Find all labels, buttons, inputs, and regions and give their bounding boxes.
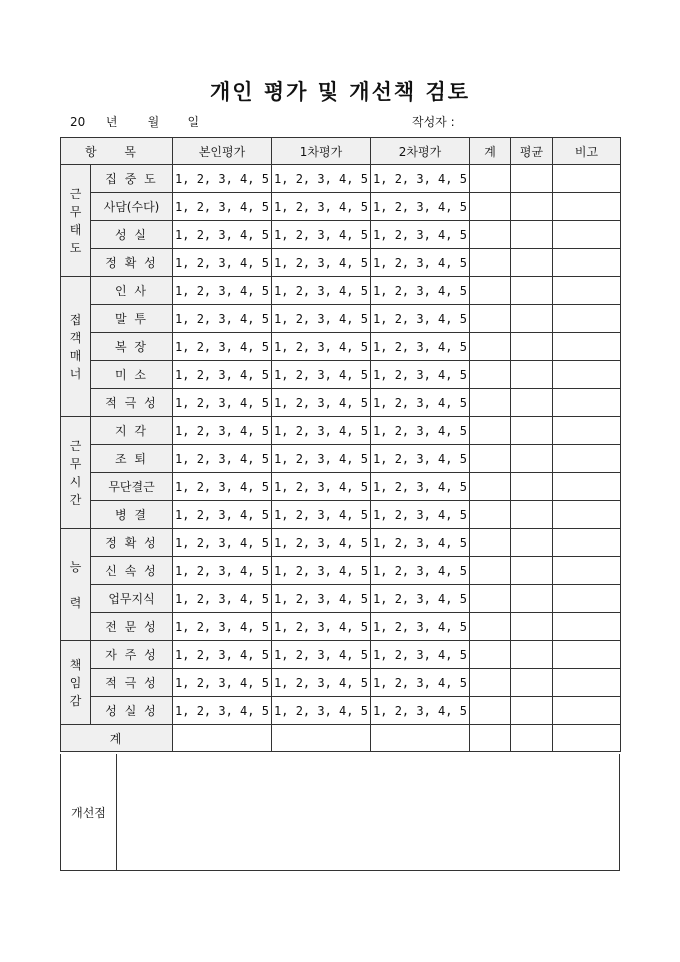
score-scale-first[interactable]: 1, 2, 3, 4, 5 — [272, 417, 371, 445]
table-row — [61, 249, 621, 277]
item-label: 무단결근 — [91, 473, 173, 501]
average-cell[interactable] — [511, 557, 553, 585]
evaluation-table — [60, 137, 621, 752]
score-scale-first[interactable]: 1, 2, 3, 4, 5 — [272, 585, 371, 613]
score-scale-first[interactable]: 1, 2, 3, 4, 5 — [272, 697, 371, 725]
note-cell[interactable] — [553, 501, 621, 529]
total-cell[interactable] — [470, 501, 511, 529]
improvement-box[interactable] — [60, 754, 620, 871]
table-row — [61, 697, 621, 725]
score-scale-second[interactable]: 1, 2, 3, 4, 5 — [371, 473, 470, 501]
total-value-cell[interactable] — [371, 725, 470, 752]
score-scale-first[interactable]: 1, 2, 3, 4, 5 — [272, 249, 371, 277]
average-cell[interactable] — [511, 389, 553, 417]
header-average: 평균 — [511, 138, 553, 165]
score-scale-self[interactable]: 1, 2, 3, 4, 5 — [173, 585, 272, 613]
average-cell[interactable] — [511, 193, 553, 221]
score-scale-self[interactable]: 1, 2, 3, 4, 5 — [173, 501, 272, 529]
table-row — [61, 333, 621, 361]
table-row — [61, 613, 621, 641]
note-cell[interactable] — [553, 473, 621, 501]
score-scale-second[interactable]: 1, 2, 3, 4, 5 — [371, 697, 470, 725]
score-scale-first[interactable]: 1, 2, 3, 4, 5 — [272, 557, 371, 585]
header-self-evaluation: 본인평가 — [173, 138, 272, 165]
average-cell[interactable] — [511, 613, 553, 641]
date-year: 20 — [70, 115, 86, 129]
score-scale-first[interactable]: 1, 2, 3, 4, 5 — [272, 473, 371, 501]
score-scale-first[interactable]: 1, 2, 3, 4, 5 — [272, 641, 371, 669]
score-scale-self[interactable]: 1, 2, 3, 4, 5 — [173, 193, 272, 221]
score-scale-second[interactable]: 1, 2, 3, 4, 5 — [371, 613, 470, 641]
total-cell[interactable] — [470, 333, 511, 361]
score-scale-second[interactable]: 1, 2, 3, 4, 5 — [371, 333, 470, 361]
score-scale-first[interactable]: 1, 2, 3, 4, 5 — [272, 221, 371, 249]
score-scale-second[interactable]: 1, 2, 3, 4, 5 — [371, 221, 470, 249]
note-cell[interactable] — [553, 305, 621, 333]
item-label: 말 투 — [91, 305, 173, 333]
score-scale-first[interactable]: 1, 2, 3, 4, 5 — [272, 193, 371, 221]
header-total: 계 — [470, 138, 511, 165]
date-month-unit: 월 — [147, 115, 160, 129]
total-label: 계 — [61, 725, 173, 752]
item-label: 자 주 성 — [91, 641, 173, 669]
item-label: 성 실 — [91, 221, 173, 249]
header-row — [61, 138, 621, 165]
score-scale-second[interactable]: 1, 2, 3, 4, 5 — [371, 193, 470, 221]
note-cell[interactable] — [553, 557, 621, 585]
table-row — [61, 529, 621, 557]
average-cell[interactable] — [511, 669, 553, 697]
total-cell[interactable] — [470, 697, 511, 725]
note-cell[interactable] — [553, 529, 621, 557]
note-cell[interactable] — [553, 193, 621, 221]
table-row — [61, 221, 621, 249]
score-scale-second[interactable]: 1, 2, 3, 4, 5 — [371, 417, 470, 445]
total-value-cell[interactable] — [173, 725, 272, 752]
average-cell[interactable] — [511, 473, 553, 501]
total-cell[interactable] — [470, 165, 511, 193]
item-label: 미 소 — [91, 361, 173, 389]
score-scale-self[interactable]: 1, 2, 3, 4, 5 — [173, 249, 272, 277]
note-cell[interactable] — [553, 221, 621, 249]
score-scale-first[interactable]: 1, 2, 3, 4, 5 — [272, 165, 371, 193]
score-scale-self[interactable]: 1, 2, 3, 4, 5 — [173, 389, 272, 417]
note-cell[interactable] — [553, 249, 621, 277]
category-label: 근 무 시 간 — [61, 417, 91, 529]
average-cell[interactable] — [511, 697, 553, 725]
average-cell[interactable] — [511, 417, 553, 445]
total-cell[interactable] — [470, 445, 511, 473]
item-label: 전 문 성 — [91, 613, 173, 641]
score-scale-first[interactable]: 1, 2, 3, 4, 5 — [272, 529, 371, 557]
total-value-cell[interactable] — [553, 725, 621, 752]
note-cell[interactable] — [553, 165, 621, 193]
score-scale-self[interactable]: 1, 2, 3, 4, 5 — [173, 165, 272, 193]
average-cell[interactable] — [511, 249, 553, 277]
score-scale-self[interactable]: 1, 2, 3, 4, 5 — [173, 221, 272, 249]
score-scale-second[interactable]: 1, 2, 3, 4, 5 — [371, 501, 470, 529]
score-scale-self[interactable]: 1, 2, 3, 4, 5 — [173, 697, 272, 725]
score-scale-second[interactable]: 1, 2, 3, 4, 5 — [371, 361, 470, 389]
date-day-unit: 일 — [187, 115, 200, 129]
item-label: 업무지식 — [91, 585, 173, 613]
document-title: 개인 평가 및 개선책 검토 — [209, 79, 471, 104]
note-cell[interactable] — [553, 361, 621, 389]
score-scale-second[interactable]: 1, 2, 3, 4, 5 — [371, 445, 470, 473]
writer-label: 작성자 : — [412, 115, 455, 129]
score-scale-self[interactable]: 1, 2, 3, 4, 5 — [173, 473, 272, 501]
header-second-evaluation: 2차평가 — [371, 138, 470, 165]
note-cell[interactable] — [553, 445, 621, 473]
average-cell[interactable] — [511, 361, 553, 389]
item-label: 신 속 성 — [91, 557, 173, 585]
score-scale-self[interactable]: 1, 2, 3, 4, 5 — [173, 361, 272, 389]
table-row — [61, 473, 621, 501]
total-cell[interactable] — [470, 221, 511, 249]
score-scale-second[interactable]: 1, 2, 3, 4, 5 — [371, 165, 470, 193]
table-row — [61, 445, 621, 473]
total-cell[interactable] — [470, 529, 511, 557]
score-scale-first[interactable]: 1, 2, 3, 4, 5 — [272, 333, 371, 361]
item-label: 성 실 성 — [91, 697, 173, 725]
note-cell[interactable] — [553, 669, 621, 697]
total-cell[interactable] — [470, 613, 511, 641]
average-cell[interactable] — [511, 221, 553, 249]
item-label: 병 결 — [91, 501, 173, 529]
total-value-cell[interactable] — [511, 725, 553, 752]
total-cell[interactable] — [470, 305, 511, 333]
total-cell[interactable] — [470, 417, 511, 445]
total-cell[interactable] — [470, 361, 511, 389]
score-scale-self[interactable]: 1, 2, 3, 4, 5 — [173, 613, 272, 641]
table-row — [61, 669, 621, 697]
category-label: 근 무 태 도 — [61, 165, 91, 277]
item-label: 조 퇴 — [91, 445, 173, 473]
average-cell[interactable] — [511, 333, 553, 361]
table-row — [61, 361, 621, 389]
total-cell[interactable] — [470, 277, 511, 305]
item-label: 적 극 성 — [91, 389, 173, 417]
score-scale-self[interactable]: 1, 2, 3, 4, 5 — [173, 445, 272, 473]
category-label: 능 력 — [61, 529, 91, 641]
average-cell[interactable] — [511, 277, 553, 305]
total-cell[interactable] — [470, 669, 511, 697]
note-cell[interactable] — [553, 417, 621, 445]
table-row — [61, 557, 621, 585]
score-scale-first[interactable]: 1, 2, 3, 4, 5 — [272, 389, 371, 417]
note-cell[interactable] — [553, 613, 621, 641]
score-scale-first[interactable]: 1, 2, 3, 4, 5 — [272, 305, 371, 333]
score-scale-self[interactable]: 1, 2, 3, 4, 5 — [173, 529, 272, 557]
item-label: 집 중 도 — [91, 165, 173, 193]
table-row — [61, 193, 621, 221]
total-cell[interactable] — [470, 389, 511, 417]
table-row — [61, 389, 621, 417]
score-scale-self[interactable]: 1, 2, 3, 4, 5 — [173, 557, 272, 585]
average-cell[interactable] — [511, 305, 553, 333]
note-cell[interactable] — [553, 333, 621, 361]
table-row — [61, 165, 621, 193]
table-row — [61, 277, 621, 305]
note-cell[interactable] — [553, 697, 621, 725]
item-label: 정 확 성 — [91, 249, 173, 277]
table-row — [61, 641, 621, 669]
note-cell[interactable] — [553, 389, 621, 417]
table-row — [61, 501, 621, 529]
item-label: 사담(수다) — [91, 193, 173, 221]
score-scale-second[interactable]: 1, 2, 3, 4, 5 — [371, 669, 470, 697]
header-note: 비고 — [553, 138, 621, 165]
score-scale-second[interactable]: 1, 2, 3, 4, 5 — [371, 641, 470, 669]
total-cell[interactable] — [470, 585, 511, 613]
score-scale-first[interactable]: 1, 2, 3, 4, 5 — [272, 277, 371, 305]
score-scale-second[interactable]: 1, 2, 3, 4, 5 — [371, 529, 470, 557]
score-scale-self[interactable]: 1, 2, 3, 4, 5 — [173, 333, 272, 361]
category-label: 책 임 감 — [61, 641, 91, 725]
note-cell[interactable] — [553, 641, 621, 669]
score-scale-second[interactable]: 1, 2, 3, 4, 5 — [371, 585, 470, 613]
average-cell[interactable] — [511, 641, 553, 669]
total-row — [61, 725, 621, 752]
item-label: 정 확 성 — [91, 529, 173, 557]
item-label: 적 극 성 — [91, 669, 173, 697]
total-cell[interactable] — [470, 193, 511, 221]
average-cell[interactable] — [511, 529, 553, 557]
item-label: 인 사 — [91, 277, 173, 305]
total-cell[interactable] — [470, 557, 511, 585]
score-scale-self[interactable]: 1, 2, 3, 4, 5 — [173, 277, 272, 305]
score-scale-self[interactable]: 1, 2, 3, 4, 5 — [173, 669, 272, 697]
score-scale-self[interactable]: 1, 2, 3, 4, 5 — [173, 305, 272, 333]
item-label: 지 각 — [91, 417, 173, 445]
score-scale-second[interactable]: 1, 2, 3, 4, 5 — [371, 389, 470, 417]
score-scale-second[interactable]: 1, 2, 3, 4, 5 — [371, 557, 470, 585]
date-line — [70, 113, 199, 130]
average-cell[interactable] — [511, 501, 553, 529]
table-row — [61, 417, 621, 445]
score-scale-first[interactable]: 1, 2, 3, 4, 5 — [272, 613, 371, 641]
category-label: 접 객 매 너 — [61, 277, 91, 417]
note-cell[interactable] — [553, 277, 621, 305]
header-first-evaluation: 1차평가 — [272, 138, 371, 165]
total-cell[interactable] — [470, 641, 511, 669]
score-scale-first[interactable]: 1, 2, 3, 4, 5 — [272, 445, 371, 473]
item-label: 복 장 — [91, 333, 173, 361]
score-scale-first[interactable]: 1, 2, 3, 4, 5 — [272, 501, 371, 529]
table-row — [61, 585, 621, 613]
total-cell[interactable] — [470, 473, 511, 501]
table-row — [61, 305, 621, 333]
score-scale-first[interactable]: 1, 2, 3, 4, 5 — [272, 669, 371, 697]
score-scale-second[interactable]: 1, 2, 3, 4, 5 — [371, 249, 470, 277]
total-value-cell[interactable] — [470, 725, 511, 752]
note-cell[interactable] — [553, 585, 621, 613]
score-scale-second[interactable]: 1, 2, 3, 4, 5 — [371, 305, 470, 333]
total-cell[interactable] — [470, 249, 511, 277]
improvement-label: 개선점 — [61, 754, 117, 870]
score-scale-second[interactable]: 1, 2, 3, 4, 5 — [371, 277, 470, 305]
score-scale-first[interactable]: 1, 2, 3, 4, 5 — [272, 361, 371, 389]
header-item: 항 목 — [61, 138, 173, 165]
average-cell[interactable] — [511, 445, 553, 473]
score-scale-self[interactable]: 1, 2, 3, 4, 5 — [173, 641, 272, 669]
total-value-cell[interactable] — [272, 725, 371, 752]
average-cell[interactable] — [511, 165, 553, 193]
average-cell[interactable] — [511, 585, 553, 613]
date-year-unit: 년 — [105, 115, 118, 129]
score-scale-self[interactable]: 1, 2, 3, 4, 5 — [173, 417, 272, 445]
